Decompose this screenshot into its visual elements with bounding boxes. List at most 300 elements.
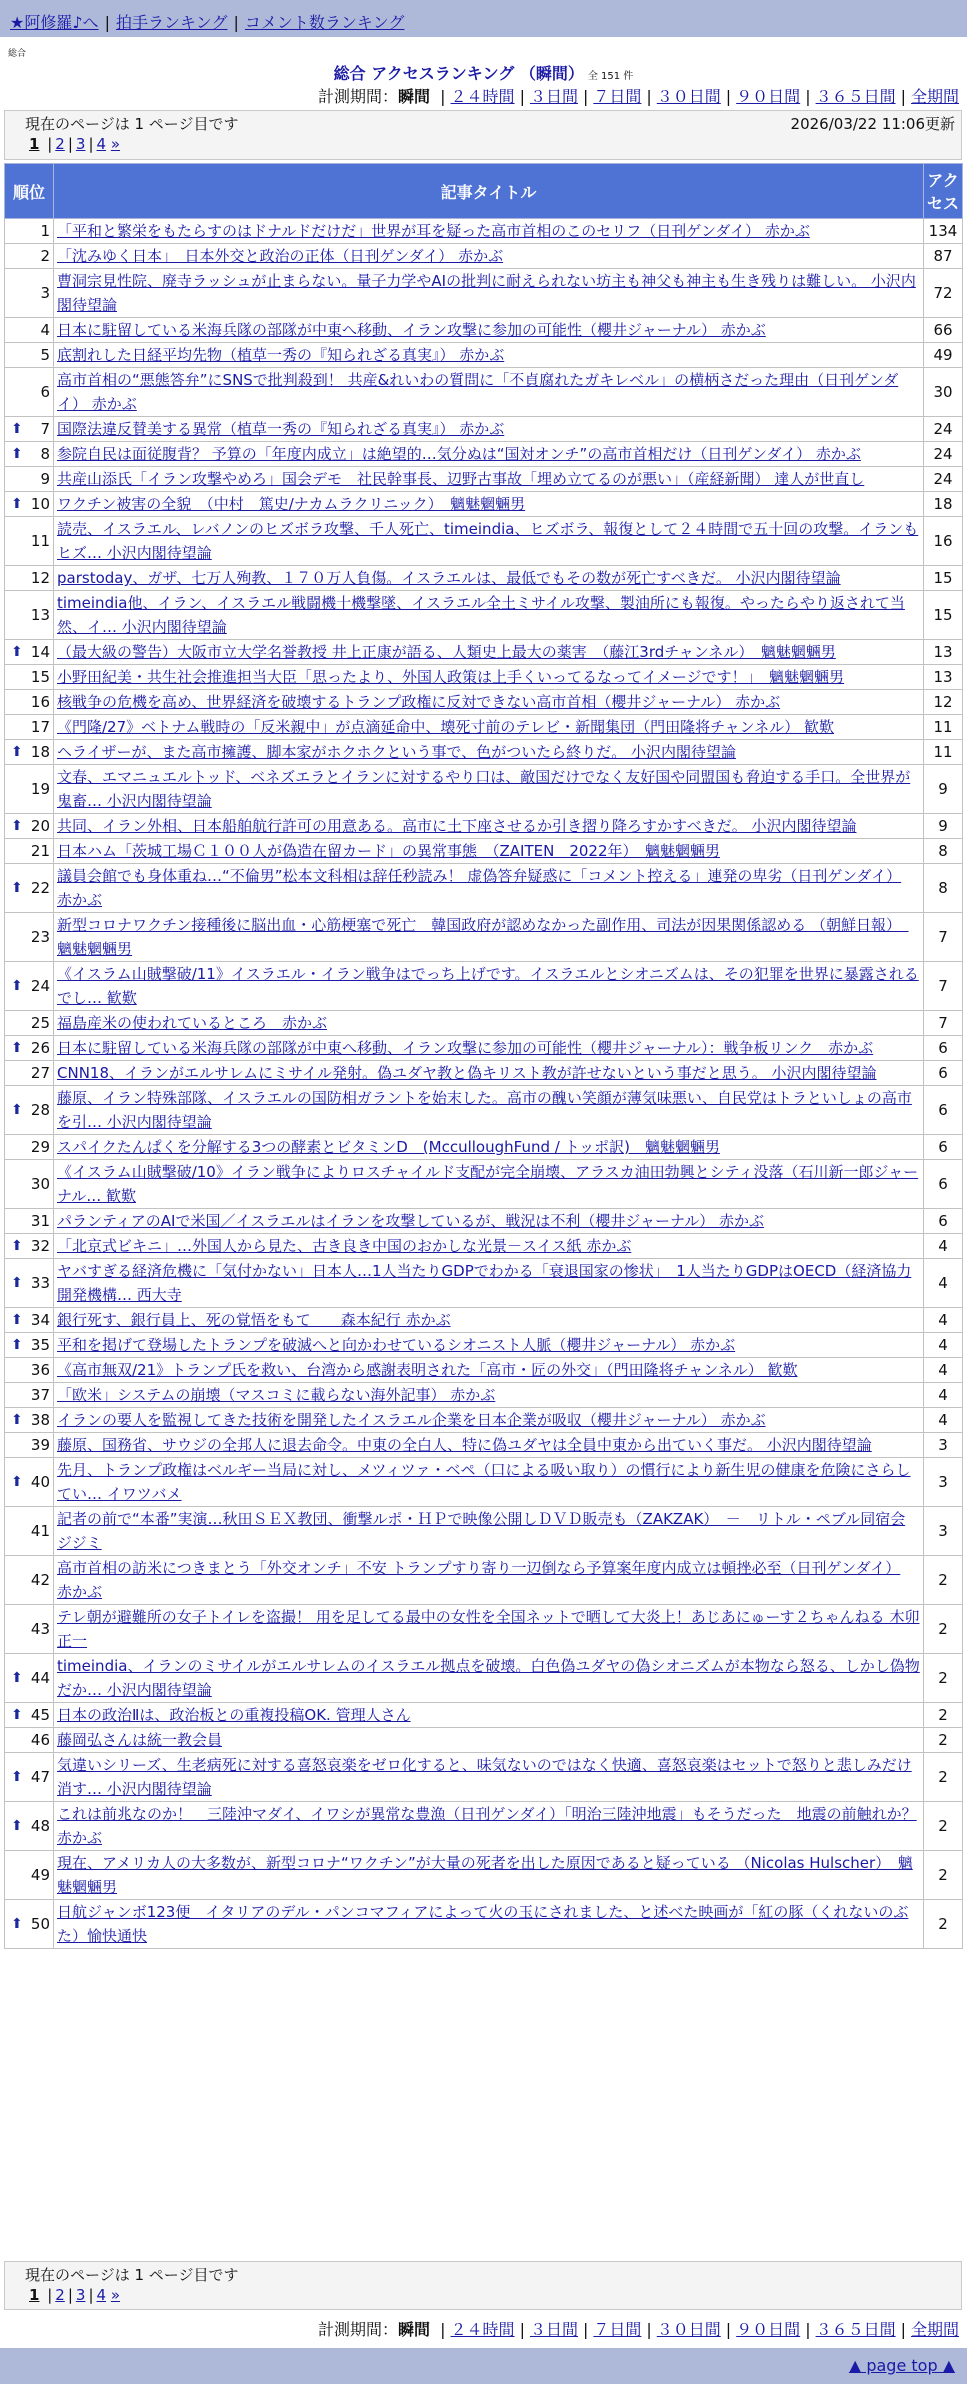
rank-up-arrow-icon: ⬆ (11, 1337, 23, 1353)
page-title (0, 61, 967, 84)
rank-number: 11 (30, 532, 50, 550)
access-count: 3 (924, 1507, 963, 1556)
period-option-link[interactable]: ２４時間 (450, 2320, 515, 2339)
rank-up-arrow-icon: ⬆ (11, 496, 23, 512)
page-separator: | (47, 2286, 53, 2304)
table-row (5, 715, 963, 740)
table-row (5, 913, 963, 962)
page-separator: | (47, 135, 53, 153)
period-separator: | (440, 87, 446, 106)
table-row (5, 343, 963, 368)
article-title-link[interactable]: 《イスラム山賊撃破/10》イラン戦争によりロスチャイルド支配が完全崩壊、アラスカ油田勃興とシティ没落（石川新一郎ジャーナル… 歓歎 (57, 1163, 919, 1205)
period-option-link[interactable]: 全期間 (910, 87, 959, 106)
rank-cell (5, 1061, 54, 1086)
access-count: 66 (924, 318, 963, 343)
article-title-link[interactable]: 《高市無双/21》トランプ氏を救い、台湾から感謝表明された「高市・匠の外交」（門田隆将チャンネル） 歓歎 (57, 1361, 798, 1379)
article-title-link[interactable]: テレ朝が避難所の女子トイレを盗撮！ 用を足してる最中の女性を全国ネットで晒して大炎上！あじあにゅーす２ちゃんねる 木卯正一 (57, 1608, 920, 1650)
period-separator: | (582, 2320, 589, 2339)
table-row (5, 1433, 963, 1458)
table-row (5, 765, 963, 814)
page-links (5, 135, 961, 159)
title-cell (54, 368, 924, 417)
page-current: 1 (29, 135, 40, 153)
article-title-link[interactable]: 高市首相の訪米につきまとう「外交オンチ」不安 トランプすり寄り一辺倒なら予算案年度内成立は頓挫必至（日刊ゲンダイ） 赤かぶ (57, 1559, 901, 1601)
article-title-link[interactable]: 読売、イスラエル、レバノンのヒズボラ攻撃、千人死亡、timeindia、ヒズボラ、報復として２４時間で五十回の攻撃。イランもヒズ… 小沢内閣待望論 (57, 520, 919, 562)
article-title-link[interactable]: イランの要人を監視してきた技術を開発したイスラエル企業を日本企業が吸収（櫻井ジャーナル） 赤かぶ (57, 1411, 766, 1429)
rank-number: 10 (30, 495, 50, 513)
access-count: 6 (924, 1160, 963, 1209)
rank-number: 15 (30, 668, 50, 686)
table-row (5, 269, 963, 318)
title-cell (54, 814, 924, 839)
article-title-link[interactable]: 藤原、イラン特殊部隊、イスラエルの国防相ガラントを始末した。高市の醜い笑顔が薄気味悪い、自民党はトラといしょの高市を引… 小沢内閣待望論 (57, 1089, 912, 1131)
rank-number: 9 (40, 470, 50, 488)
access-count: 6 (924, 1135, 963, 1160)
rank-cell (5, 1086, 54, 1135)
rank-number: 48 (30, 1817, 50, 1835)
access-count: 2 (924, 1851, 963, 1900)
title-cell (54, 1160, 924, 1209)
period-option-link[interactable]: ７日間 (593, 2320, 642, 2339)
article-title-link[interactable]: 曹洞宗見性院、廃寺ラッシュが止まらない。量子力学やAIの批判に耐えられない坊主も神父も神主も生き残りは難しい。 小沢内閣待望論 (57, 272, 916, 314)
table-row (5, 1135, 963, 1160)
rank-number: 22 (30, 879, 50, 897)
title-header: 記事タイトル (54, 164, 924, 219)
article-title-link[interactable]: スパイクたんぱくを分解する3つの酵素とビタミンD (McculloughFund / トッポ訳) 魑魅魍魎男 (57, 1138, 720, 1156)
title-cell (54, 591, 924, 640)
rank-up-arrow-icon: ⬆ (11, 880, 23, 896)
rank-up-arrow-icon: ⬆ (11, 1412, 23, 1428)
period-separator: | (900, 2320, 906, 2339)
title-cell (54, 244, 924, 269)
access-count: 7 (924, 913, 963, 962)
period-current: 瞬間 (398, 87, 431, 106)
rank-up-arrow-icon: ⬆ (11, 978, 23, 994)
period-separator: | (582, 87, 589, 106)
table-row (5, 1654, 963, 1703)
title-cell (54, 962, 924, 1011)
rank-cell (5, 1036, 54, 1061)
article-title-link[interactable]: ワクチン被害の全貌 （中村 篤史/ナカムラクリニック） 魑魅魍魎男 (57, 495, 526, 513)
article-title-link[interactable]: 先月、トランプ政権はベルギー当局に対し、メツィツァ・ベペ（口による吸い取り）の慣行により新生児の健康を危険にさらしてい… イワツバメ (57, 1461, 911, 1503)
access-count: 7 (924, 1011, 963, 1036)
rank-cell (5, 665, 54, 690)
title-cell (54, 1458, 924, 1507)
period-current: 瞬間 (398, 2320, 431, 2339)
table-row (5, 1061, 963, 1086)
rank-number: 6 (40, 383, 50, 401)
article-title-link[interactable]: 日本の政治Ⅱは、政治板との重複投稿OK. 管理人さん (57, 1706, 411, 1724)
access-count: 9 (924, 814, 963, 839)
table-row (5, 1259, 963, 1308)
rank-up-arrow-icon: ⬆ (11, 1769, 23, 1785)
period-separator: | (519, 2320, 525, 2339)
rank-number: 19 (30, 780, 50, 798)
access-count: 2 (924, 1703, 963, 1728)
page-link[interactable]: 3 (75, 135, 86, 153)
bottom-bar (0, 2348, 967, 2384)
title-cell (54, 1086, 924, 1135)
rank-cell (5, 1728, 54, 1753)
access-count: 3 (924, 1458, 963, 1507)
table-row (5, 690, 963, 715)
rank-cell (5, 442, 54, 467)
article-title-link[interactable]: 「平和と繁栄をもたらすのはドナルドだけだ」世界が耳を疑った高市首相のこのセリフ（日刊ゲンダイ） 赤かぶ (57, 222, 810, 240)
access-count: 4 (924, 1308, 963, 1333)
period-separator: | (519, 87, 525, 106)
access-count: 2 (924, 1654, 963, 1703)
period-option-link[interactable]: 全期間 (910, 2320, 959, 2339)
article-title-link[interactable]: 日本に駐留している米海兵隊の部隊が中東へ移動、イラン攻撃に参加の可能性（櫻井ジャーナル） 赤かぶ (57, 321, 766, 339)
access-count: 6 (924, 1209, 963, 1234)
article-title-link[interactable]: 底割れした日経平均先物（植草一秀の『知られざる真実』） 赤かぶ (57, 346, 505, 364)
title-cell (54, 913, 924, 962)
access-count: 24 (924, 442, 963, 467)
title-cell (54, 1433, 924, 1458)
rank-up-arrow-icon: ⬆ (11, 744, 23, 760)
article-title-link[interactable]: 日本に駐留している米海兵隊の部隊が中東へ移動、イラン攻撃に参加の可能性（櫻井ジャーナル）：戦争板リンク 赤かぶ (57, 1039, 874, 1057)
rank-cell (5, 1605, 54, 1654)
rank-cell (5, 1011, 54, 1036)
title-cell (54, 1383, 924, 1408)
table-row (5, 640, 963, 665)
article-title-link[interactable]: 藤原、国務省、サウジの全邦人に退去命令。中東の全白人、特に偽ユダヤは全員中東から出ていく事だ。 小沢内閣待望論 (57, 1436, 872, 1454)
rank-up-arrow-icon: ⬆ (11, 1916, 23, 1932)
period-option-link[interactable]: ９０日間 (736, 2320, 801, 2339)
article-title-link[interactable]: ヤバすぎる経済危機に「気付かない」日本人…1人当たりGDPでわかる「衰退国家の惨状」 1人当たりGDPはOECD（経済協力開発機構… 西大寺 (57, 1262, 912, 1304)
rank-cell (5, 517, 54, 566)
table-row (5, 1036, 963, 1061)
table-row (5, 864, 963, 913)
rank-cell (5, 690, 54, 715)
rank-up-arrow-icon: ⬆ (11, 1818, 23, 1834)
access-count: 72 (924, 269, 963, 318)
rank-up-arrow-icon: ⬆ (11, 1474, 23, 1490)
access-count: 12 (924, 690, 963, 715)
access-count: 6 (924, 1036, 963, 1061)
rank-number: 38 (30, 1411, 50, 1429)
rank-number: 21 (30, 842, 50, 860)
page-others (44, 135, 120, 153)
article-title-link[interactable]: 共産山添氏「イラン攻撃やめろ」国会デモ 社民幹事長、辺野古事故「埋め立てるのが悪い」（産経新聞） 達人が世直し (57, 470, 865, 488)
title-cell (54, 690, 924, 715)
title-cell (54, 1408, 924, 1433)
next-page-link[interactable]: » (110, 2286, 121, 2304)
period-links (435, 2320, 959, 2339)
rank-number: 32 (30, 1237, 50, 1255)
article-title-link[interactable]: parstoday、ガザ、七万人殉教、１７０万人負傷。イスラエルは、最低でもその数が死亡すべきだ。 小沢内閣待望論 (57, 569, 841, 587)
rank-number: 36 (30, 1361, 50, 1379)
page-top-link[interactable]: ▲ page top ▲ (848, 2356, 955, 2375)
period-separator: | (646, 2320, 652, 2339)
applause-ranking-link[interactable]: 拍手ランキング (115, 13, 228, 32)
article-title-link[interactable]: 高市首相の“悪態答弁”にSNSで批判殺到！ 共産&れいわの質問に「不貞腐れたガキレベル」の横柄さだった理由（日刊ゲンダイ） 赤かぶ (57, 371, 899, 413)
title-cell (54, 640, 924, 665)
access-count: 87 (924, 244, 963, 269)
period-option-link[interactable]: ７日間 (593, 87, 642, 106)
article-title-link[interactable]: 気違いシリーズ、生老病死に対する喜怒哀楽をゼロ化すると、味気ないのではなく快適、喜怒哀楽はセットで怒りと悲しみだけ消す… 小沢内閣待望論 (57, 1756, 912, 1798)
rank-number: 47 (30, 1768, 50, 1786)
period-option-link[interactable]: ２４時間 (450, 87, 515, 106)
page-link[interactable]: 4 (96, 135, 107, 153)
rank-number: 14 (30, 643, 50, 661)
period-option-link[interactable]: ３６５日間 (815, 87, 896, 106)
rank-cell (5, 913, 54, 962)
rank-cell (5, 417, 54, 442)
rank-number: 33 (30, 1274, 50, 1292)
page-link[interactable]: 3 (75, 2286, 86, 2304)
article-title-link[interactable]: 国際法違反賛美する異常（植草一秀の『知られざる真実』） 赤かぶ (57, 420, 505, 438)
access-count: 49 (924, 343, 963, 368)
period-separator: | (805, 2320, 811, 2339)
rank-cell (5, 1160, 54, 1209)
article-title-link[interactable]: 藤岡弘さんは統一教会員 (57, 1731, 223, 1749)
rank-cell (5, 1556, 54, 1605)
period-option-link[interactable]: ３日間 (529, 2320, 578, 2339)
table-row (5, 467, 963, 492)
period-option-link[interactable]: ３日間 (529, 87, 578, 106)
rank-up-arrow-icon: ⬆ (11, 818, 23, 834)
title-cell (54, 1654, 924, 1703)
access-count: 13 (924, 640, 963, 665)
rank-number: 20 (30, 817, 50, 835)
article-title-link[interactable]: 議員会館でも身体重ね…“不倫男”松本文科相は辞任秒読み！ 虚偽答弁疑惑に「コメント控える」連発の卑劣（日刊ゲンダイ） 赤かぶ (57, 867, 902, 909)
rank-cell (5, 740, 54, 765)
table-row (5, 1234, 963, 1259)
article-title-link[interactable]: 参院自民は面従腹背？ 予算の「年度内成立」は絶望的…気分ぬは“国対オンチ”の高市首相だけ（日刊ゲンダイ） 赤かぶ (57, 445, 861, 463)
rank-cell (5, 640, 54, 665)
article-title-link[interactable]: パランティアのAIで米国／イスラエルはイランを攻撃しているが、戦況は不利（櫻井ジャーナル） 赤かぶ (57, 1212, 765, 1230)
access-count: 11 (924, 740, 963, 765)
access-count: 30 (924, 368, 963, 417)
article-title-link[interactable]: 記者の前で“本番”実演…秋田ＳＥＸ教団、衝撃ルポ・ＨＰで映像公開しＤＶＤ販売も（ZAKZAK） － リトル・ペブル同宿会 ジジミ (57, 1510, 906, 1552)
rank-number: 1 (40, 222, 50, 240)
table-row (5, 740, 963, 765)
rank-number: 39 (30, 1436, 50, 1454)
rank-cell (5, 1135, 54, 1160)
article-title-link[interactable]: 小野田紀美・共生社会推進担当大臣「思ったより、外国人政策は上手くいってるなってイメージです！」 魑魅魍魎男 (57, 668, 845, 686)
rank-cell (5, 1507, 54, 1556)
table-row (5, 1209, 963, 1234)
rank-number: 37 (30, 1386, 50, 1404)
access-count: 8 (924, 864, 963, 913)
table-row (5, 442, 963, 467)
rank-cell (5, 814, 54, 839)
rank-cell (5, 219, 54, 244)
article-title-link[interactable]: 「欧米」システムの崩壊（マスコミに載らない海外記事） 赤かぶ (57, 1386, 496, 1404)
period-links (435, 87, 959, 106)
article-title-link[interactable]: （最大級の警告）大阪市立大学名誉教授 井上正康が語る、人類史上最大の薬害 （藤江3rdチャンネル） 魑魅魍魎男 (57, 643, 836, 661)
article-title-link[interactable]: 共同、イラン外相、日本船舶航行許可の用意ある。高市に土下座させるか引き摺り降ろすかすべきだ。 小沢内閣待望論 (57, 817, 857, 835)
access-count: 4 (924, 1358, 963, 1383)
article-title-link[interactable]: 福島産米の使われているところ 赤かぶ (57, 1014, 328, 1032)
rank-number: 43 (30, 1620, 50, 1638)
period-separator: | (725, 2320, 732, 2339)
article-title-link[interactable]: 平和を掲げて登場したトランプを破滅へと向かわせているシオニスト人脈（櫻井ジャーナル） 赤かぶ (57, 1336, 736, 1354)
updated-time: 2026/03/22 11:06更新 (790, 115, 955, 133)
rank-number: 46 (30, 1731, 50, 1749)
table-row (5, 839, 963, 864)
title-cell (54, 1358, 924, 1383)
table-row (5, 566, 963, 591)
rank-number: 31 (30, 1212, 50, 1230)
article-title-link[interactable]: 新型コロナワクチン接種後に脳出血・心筋梗塞で死亡 韓国政府が認めなかった副作用、司法が因果関係認める （朝鮮日報） 魑魅魍魎男 (57, 916, 909, 958)
table-row (5, 1308, 963, 1333)
rank-up-arrow-icon: ⬆ (11, 644, 23, 660)
rank-cell (5, 492, 54, 517)
rank-number: 49 (30, 1866, 50, 1884)
article-title-link[interactable]: 日本ハム「茨城工場Ｃ１００人が偽造在留カード」の異常事態 （ZAITEN 2022年） 魑魅魍魎男 (57, 842, 720, 860)
ranking-title: 総合 アクセスランキング （瞬間） (333, 64, 584, 83)
rank-cell (5, 1900, 54, 1949)
article-title-link[interactable]: 《門隆/27》ベトナム戦時の「反米親中」が点滴延命中、壊死寸前のテレビ・新聞集団（門田隆将チャンネル） 歓歎 (57, 718, 834, 736)
rank-number: 29 (30, 1138, 50, 1156)
rank-up-arrow-icon: ⬆ (11, 1707, 23, 1723)
table-row (5, 244, 963, 269)
title-cell (54, 1209, 924, 1234)
page-link[interactable]: 2 (55, 2286, 65, 2304)
rank-cell (5, 1703, 54, 1728)
rank-cell (5, 1209, 54, 1234)
table-row (5, 1408, 963, 1433)
rank-cell (5, 765, 54, 814)
title-cell (54, 839, 924, 864)
title-cell (54, 1036, 924, 1061)
title-cell (54, 492, 924, 517)
rank-number: 13 (30, 606, 50, 624)
article-title-link[interactable]: 日航ジャンボ123便 イタリアのデル・パンコマフィアによって火の玉にされました、と述べた映画が「紅の豚（くれないのぶた）愉快通快 (57, 1903, 909, 1945)
access-count: 18 (924, 492, 963, 517)
rank-cell (5, 1851, 54, 1900)
access-count: 4 (924, 1259, 963, 1308)
title-cell (54, 1308, 924, 1333)
period-label: 計測期間： (318, 2320, 399, 2339)
current-page-text: 現在のページは 1 ページ目です (25, 2266, 239, 2284)
rank-up-arrow-icon: ⬆ (11, 1102, 23, 1118)
rank-number: 42 (30, 1571, 50, 1589)
table-row (5, 814, 963, 839)
article-title-link[interactable]: 「北京式ビキニ」…外国人から見た、古き良き中国のおかしな光景－スイス紙 赤かぶ (57, 1237, 632, 1255)
home-link[interactable]: ★阿修羅♪へ (10, 13, 99, 32)
period-label: 計測期間： (318, 87, 399, 106)
next-page-link[interactable]: » (110, 135, 121, 153)
title-cell (54, 219, 924, 244)
period-option-link[interactable]: ９０日間 (736, 87, 801, 106)
table-row (5, 1703, 963, 1728)
table-row (5, 318, 963, 343)
page-separator: | (67, 2286, 73, 2304)
title-cell (54, 1703, 924, 1728)
ranking-table (4, 163, 963, 1949)
top-nav-bar (0, 0, 967, 37)
pager-top (4, 110, 962, 160)
total-count: 全 151 件 (587, 71, 634, 82)
rank-up-arrow-icon: ⬆ (11, 421, 23, 437)
table-row (5, 1160, 963, 1209)
rank-up-arrow-icon: ⬆ (11, 446, 23, 462)
period-option-link[interactable]: ３０日間 (656, 2320, 721, 2339)
rank-number: 34 (30, 1311, 50, 1329)
rank-number: 5 (40, 346, 50, 364)
nav-separator: | (104, 13, 110, 32)
title-cell (54, 318, 924, 343)
article-title-link[interactable]: ヘライザーが、また高市擁護、脚本家がホクホクという事で、色がついたら終りだ。 小沢内閣待望論 (57, 743, 737, 761)
article-title-link[interactable]: 《イスラム山賊撃破/11》イスラエル・イラン戦争はでっち上げです。イスラエルとシオニズムは、その犯罪を世界に暴露されるでし… 歓歎 (57, 965, 919, 1007)
access-count: 13 (924, 665, 963, 690)
page-link[interactable]: 2 (55, 135, 65, 153)
table-row (5, 492, 963, 517)
title-cell (54, 740, 924, 765)
article-title-link[interactable]: 現在、アメリカ人の大多数が、新型コロナ“ワクチン”が大量の死者を出した原因であると疑っている （Nicolas Hulscher） 魑魅魍魎男 (57, 1854, 913, 1896)
comment-ranking-link[interactable]: コメント数ランキング (244, 13, 405, 32)
rank-up-arrow-icon: ⬆ (11, 1238, 23, 1254)
rank-cell (5, 1383, 54, 1408)
table-row (5, 1011, 963, 1036)
access-count: 8 (924, 839, 963, 864)
title-cell (54, 517, 924, 566)
access-count: 4 (924, 1234, 963, 1259)
title-cell (54, 864, 924, 913)
table-row (5, 1333, 963, 1358)
period-option-link[interactable]: ３０日間 (656, 87, 721, 106)
article-title-link[interactable]: 文春、エマニュエルトッド、ベネズエラとイランに対するやり口は、敵国だけでなく友好国や同盟国も脅迫する手口。全世界が鬼畜… 小沢内閣待望論 (57, 768, 911, 810)
page-current: 1 (29, 2286, 40, 2304)
rank-number: 17 (30, 718, 50, 736)
article-title-link[interactable]: CNN18、イランがエルサレムにミサイル発射。偽ユダヤ教と偽キリスト教が許せないという事だと思う。 小沢内閣待望論 (57, 1064, 877, 1082)
table-row (5, 1507, 963, 1556)
rank-cell (5, 318, 54, 343)
article-title-link[interactable]: 「沈みゆく日本」 日本外交と政治の正体（日刊ゲンダイ） 赤かぶ (57, 247, 504, 265)
rank-number: 40 (30, 1473, 50, 1491)
article-title-link[interactable]: 核戦争の危機を高め、世界経済を破壊するトランプ政権に反対できない高市首相（櫻井ジャーナル） 赤かぶ (57, 693, 781, 711)
period-separator: | (725, 87, 732, 106)
title-cell (54, 1259, 924, 1308)
table-row (5, 1851, 963, 1900)
period-option-link[interactable]: ３６５日間 (815, 2320, 896, 2339)
rank-up-arrow-icon: ⬆ (11, 1040, 23, 1056)
table-row (5, 417, 963, 442)
ranking-rows (5, 219, 963, 1949)
page-separator: | (67, 135, 73, 153)
page-link[interactable]: 4 (96, 2286, 107, 2304)
rank-cell (5, 1358, 54, 1383)
table-row (5, 962, 963, 1011)
article-title-link[interactable]: 銀行死す、銀行員上、死の覚悟をもて 森本紀行 赤かぶ (57, 1311, 451, 1329)
title-cell (54, 1011, 924, 1036)
title-cell (54, 566, 924, 591)
title-cell (54, 1556, 924, 1605)
table-row (5, 517, 963, 566)
article-title-link[interactable]: timeindia他、イラン、イスラエル戦闘機十機撃墜、イスラエル全土ミサイル攻撃、製油所にも報復。やったらやり返されて当然、イ… 小沢内閣待望論 (57, 594, 905, 636)
current-page-text: 現在のページは 1 ページ目です (25, 115, 239, 133)
rank-cell (5, 1753, 54, 1802)
access-count: 2 (924, 1605, 963, 1654)
title-cell (54, 1851, 924, 1900)
table-row (5, 1802, 963, 1851)
article-title-link[interactable]: これは前兆なのか！ 三陸沖マダイ、イワシが異常な豊漁（日刊ゲンダイ）「明治三陸沖地震」もそうだった 地震の前触れか？ 赤かぶ (57, 1805, 917, 1847)
article-title-link[interactable]: timeindia、イランのミサイルがエルサレムのイスラエル拠点を破壊。白色偽ユダヤの偽シオニズムが本物なら怒る、しかし偽物だか… 小沢内閣待望論 (57, 1657, 920, 1699)
page-others (44, 2286, 120, 2304)
category-label: 総合 (8, 49, 27, 59)
rank-number: 45 (30, 1706, 50, 1724)
rank-cell (5, 839, 54, 864)
rank-cell (5, 1333, 54, 1358)
title-cell (54, 467, 924, 492)
access-count: 134 (924, 219, 963, 244)
rank-number: 2 (40, 247, 50, 265)
access-count: 4 (924, 1408, 963, 1433)
rank-cell (5, 1408, 54, 1433)
